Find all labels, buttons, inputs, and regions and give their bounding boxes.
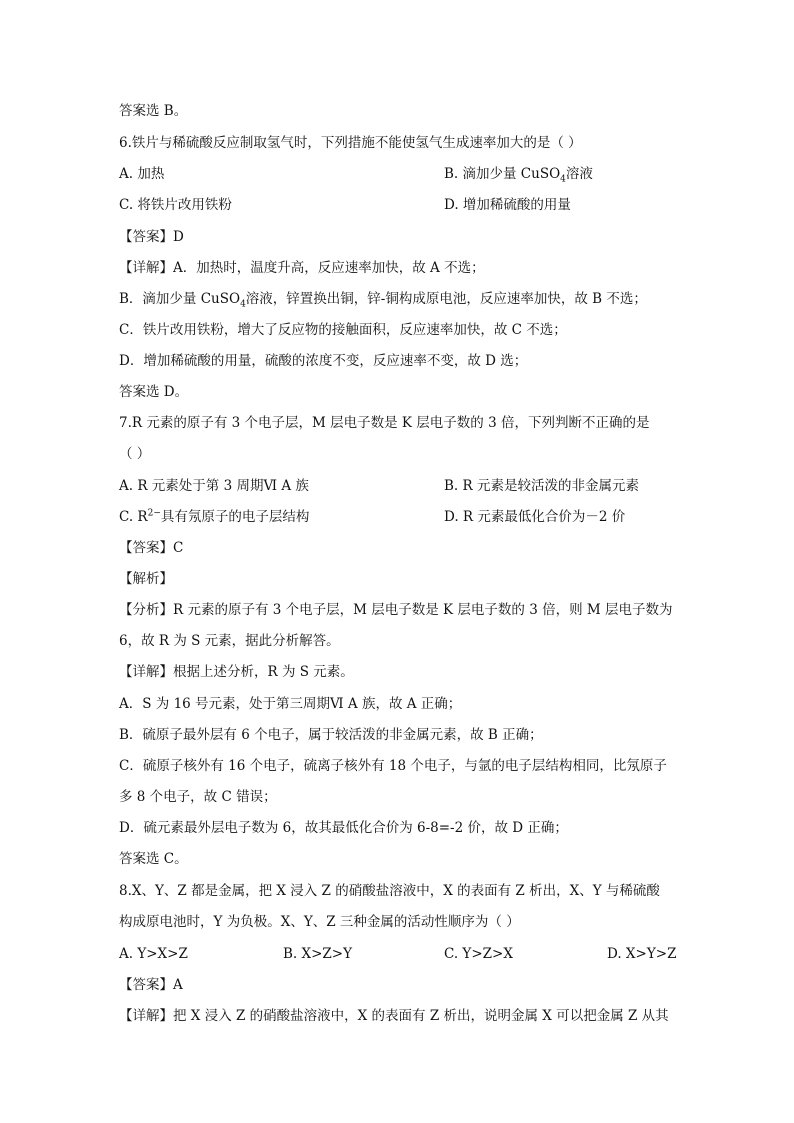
q6-answer: 【答案】D [119,229,184,245]
detail-text: 把 X 浸入 Z 的硝酸盐溶液中，X 的表面有 Z 析出，说明金属 X 可以把金属 Z 从其 [173,1008,669,1024]
q7-fenxi-2: 6，故 R 为 S 元素，据此分析解答。 [119,633,340,649]
question-8-stem-2: 构成原电池时，Y 为负极。X、Y、Z 三种金属的活动性顺序为（ ） [119,914,520,930]
detail-text: 溶液，锌置换出铜，锌-铜构成原电池，反应速率加快，故 B 不选； [245,291,647,307]
q7-fenxi-1 [119,600,673,620]
q7-option-b: B. R 元素是较活泼的非金属元素 [444,478,639,494]
q7-answer: 【答案】C [119,540,184,556]
q8-option-c: C. Y>Z>X [444,946,513,962]
q7-detail-c2: 多 8 个电子，故 C 错误； [119,789,277,805]
q6-option-b-tail: 溶液 [565,166,593,182]
q7-detail-c1: C．硫原子核外有 16 个电子，硫离子核外有 18 个电子，与氩的电子层结构相同，比氖原子 [119,758,667,774]
q7-detail-b: B．硫原子最外层有 6 个电子，属于较活泼的非金属元素，故 B 正确； [119,727,543,743]
q7-option-d: D. R 元素最低化合价为－2 价 [444,509,626,525]
q8-option-d: D. X>Y>Z [607,946,677,962]
question-7-stem: 7.R 元素的原子有 3 个电子层，M 层电子数是 K 层电子数的 3 倍，下列判断不正确的是 [119,415,650,431]
q7-analysis-heading: 【解析】 [119,571,173,587]
q6-option-b-text: B. 滴加少量 CuSO [444,166,561,182]
detail-text: 根据上述分析，R 为 S 元素。 [173,664,354,680]
fenxi-text: R 元素的原子有 3 个电子层，M 层电子数是 K 层电子数的 3 倍，则 M 层电子数为 [173,602,673,618]
q6-detail-a [119,258,485,278]
q7-detail-a: A．S 为 16 号元素，处于第三周期Ⅵ A 族，故 A 正确； [119,696,462,712]
detail-tag: 【详解】 [119,1008,173,1024]
q6-option-b [444,164,593,184]
q6-final: 答案选 D。 [119,384,189,400]
q8-option-a: A. Y>X>Z [119,946,188,962]
q7-option-c-tail: 具有氖原子的电子层结构 [160,509,310,525]
superscript: 2− [147,508,161,519]
q7-detail-0 [119,662,354,682]
detail-text: A．加热时，温度升高，反应速率加快，故 A 不选； [173,260,485,276]
question-7-paren: （ ） [119,446,151,462]
q7-final: 答案选 C。 [119,851,188,867]
detail-tag: 【详解】 [119,664,173,680]
q8-detail-1 [119,1006,669,1026]
answer-line: 答案选 B。 [119,103,188,119]
q7-detail-d: D．硫元素最外层电子数为 6，故其最低化合价为 6-8=-2 价，故 D 正确； [119,820,568,836]
q7-option-c [119,507,309,527]
fenxi-tag: 【分析】 [119,602,173,618]
q6-option-c: C. 将铁片改用铁粉 [119,197,232,213]
q6-detail-c: C．铁片改用铁粉，增大了反应物的接触面积，反应速率加快，故 C 不选； [119,322,567,338]
question-8-stem-1: 8.X、Y、Z 都是金属，把 X 浸入 Z 的硝酸盐溶液中，X 的表面有 Z 析出，X、Y 与稀硫酸 [119,883,660,899]
subscript: 4 [560,174,566,185]
detail-tag: 【详解】 [119,260,173,276]
q8-answer: 【答案】A [119,977,183,993]
q8-option-b: B. X>Z>Y [283,946,353,962]
q7-option-a: A. R 元素处于第 3 周期Ⅵ A 族 [119,478,309,494]
question-6-stem: 6.铁片与稀硫酸反应制取氢气时，下列措施不能使氢气生成速率加大的是（ ） [119,135,582,151]
q6-detail-b [119,289,647,309]
detail-text: B．滴加少量 CuSO [119,291,241,307]
q6-detail-d: D．增加稀硫酸的用量，硫酸的浓度不变，反应速率不变，故 D 选； [119,353,528,369]
q7-option-c-text: C. R [119,509,148,525]
subscript: 4 [240,299,246,310]
q6-option-d: D. 增加稀硫酸的用量 [444,197,571,213]
q6-option-a: A. 加热 [119,166,165,182]
